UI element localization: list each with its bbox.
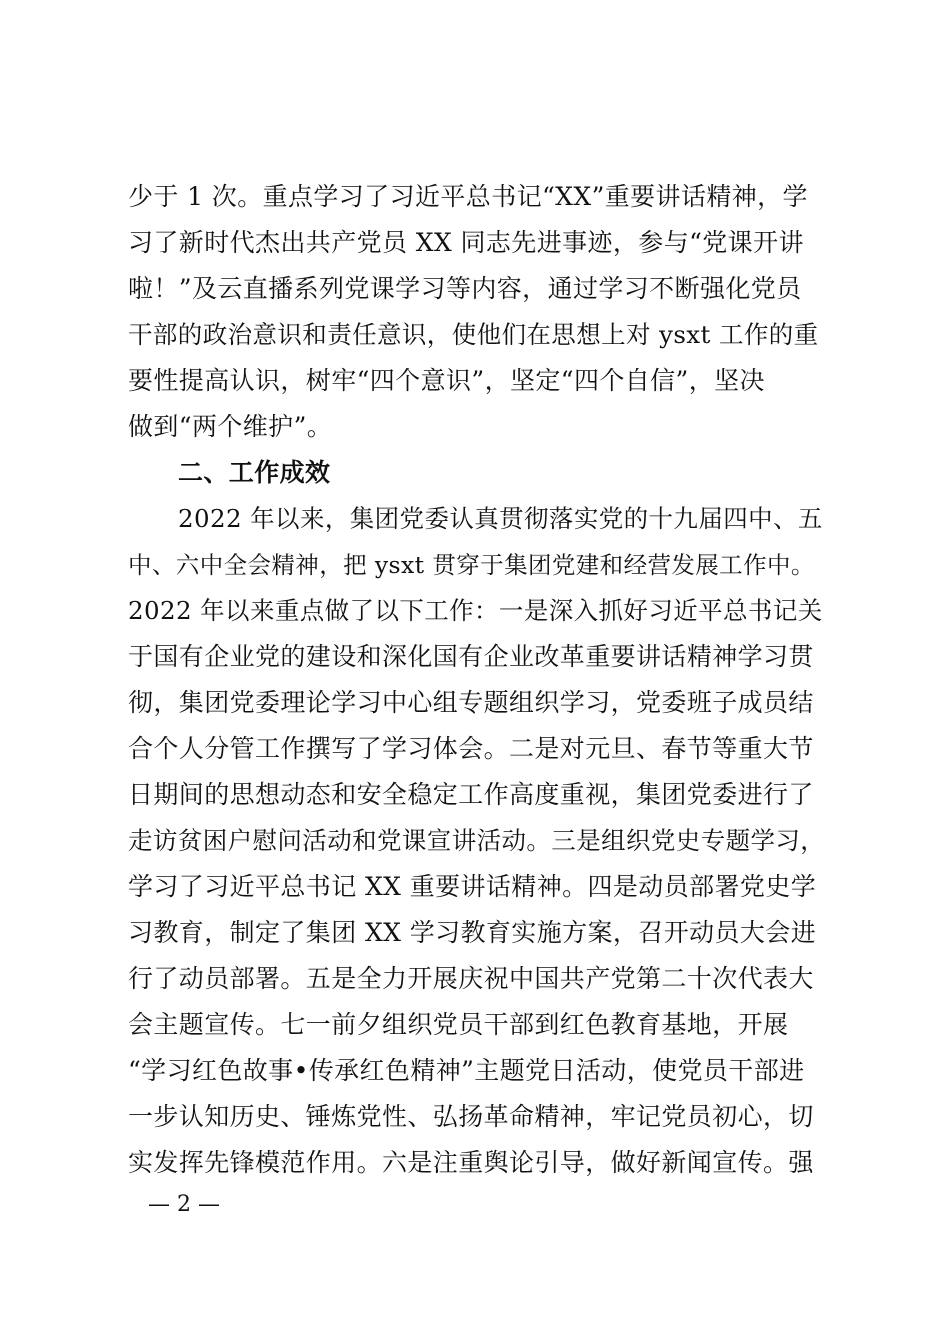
paragraph-line: 日期间的思想动态和安全稳定工作高度重视，集团党委进行了 [128, 780, 814, 809]
paragraph-line: 2022 年以来，集团党委认真贯彻落实党的十九届四中、五 [178, 504, 823, 533]
paragraph-line: 于国有企业党的建设和深化国有企业改革重要讲话精神学习贯 [128, 642, 814, 671]
page-number: — 2 — [148, 1192, 220, 1217]
paragraph-line: 会主题宣传。七一前夕组织党员干部到红色教育基地，开展 [128, 1010, 789, 1039]
paragraph-line: 做到“两个维护”。 [128, 412, 333, 441]
paragraph-line: 一步认知历史、锤炼党性、弘扬革命精神，牢记党员初心，切 [128, 1102, 814, 1131]
paragraph-line: 学习了习近平总书记 XX 重要讲话精神。四是动员部署党史学 [128, 872, 817, 901]
paragraph-line: 干部的政治意识和责任意识，使他们在思想上对 ysxt 工作的重 [128, 320, 819, 349]
paragraph-line: 中、六中全会精神，把 ysxt 贯穿于集团党建和经营发展工作中。 [128, 551, 815, 579]
paragraph-line: 实发挥先锋模范作用。六是注重舆论引导，做好新闻宣传。强 [128, 1148, 814, 1177]
paragraph-line: 合个人分管工作撰写了学习体会。二是对元旦、春节等重大节 [128, 734, 814, 763]
paragraph-line: 走访贫困户慰问活动和党课宣讲活动。三是组织党史专题学习， [128, 826, 826, 855]
paragraph-line: 少于 1 次。重点学习了习近平总书记“XX”重要讲话精神，学 [128, 182, 808, 211]
paragraph-line: 习教育，制定了集团 XX 学习教育实施方案，召开动员大会进 [128, 918, 817, 947]
section-heading: 二、工作成效 [178, 458, 331, 487]
paragraph-line: 2022 年以来重点做了以下工作：一是深入抓好习近平总书记关 [128, 596, 823, 625]
paragraph-line: “学习红色故事•传承红色精神”主题党日活动，使党员干部进 [128, 1056, 805, 1085]
paragraph-line: 行了动员部署。五是全力开展庆祝中国共产党第二十次代表大 [128, 964, 814, 993]
paragraph-line: 要性提高认识，树牢“四个意识”，坚定“四个自信”，坚决 [128, 366, 765, 395]
paragraph-line: 彻，集团党委理论学习中心组专题组织学习，党委班子成员结 [128, 688, 814, 717]
paragraph-line: 习了新时代杰出共产党员 XX 同志先进事迹，参与“党课开讲 [128, 228, 804, 257]
paragraph-line: 啦！”及云直播系列党课学习等内容，通过学习不断强化党员 [128, 274, 802, 303]
